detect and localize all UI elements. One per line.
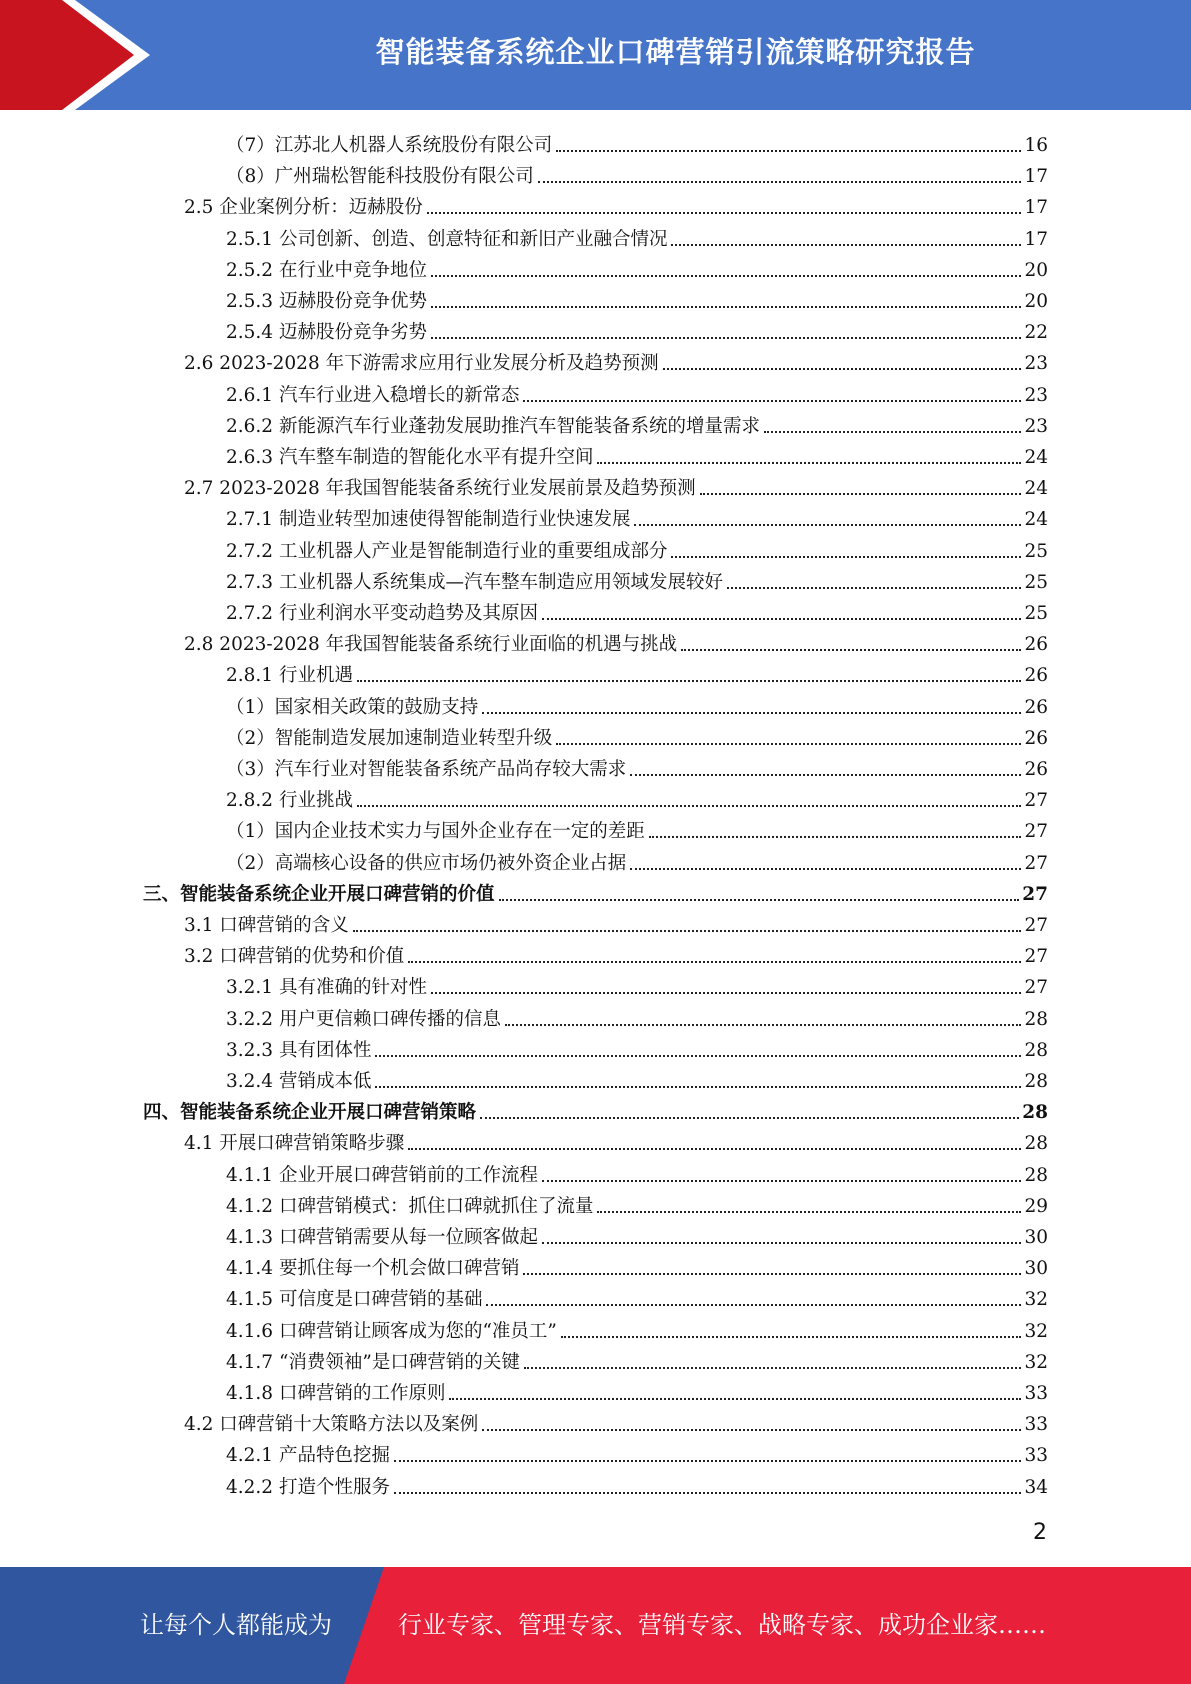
toc-entry[interactable] [226,1281,1048,1312]
toc-entry[interactable] [184,1125,1048,1156]
toc-entry-page: 28 [1022,1102,1048,1123]
toc-entry-page: 30 [1024,1258,1048,1279]
toc-leader-dots [408,1148,1021,1150]
toc-entry[interactable] [226,751,1048,782]
toc-entry-label: 2.6.3 汽车整车制造的智能化水平有提升空间 [226,447,594,468]
toc-entry-label: 2.7.2 工业机器人产业是智能制造行业的重要组成部分 [226,541,668,562]
toc-entry-page: 32 [1024,1321,1048,1342]
toc-entry[interactable] [226,1001,1048,1032]
toc-entry-page: 20 [1024,260,1048,281]
footer-roles: 行业专家、管理专家、营销专家、战略专家、成功企业家…… [398,1611,1046,1639]
footer-slogan: 让每个人都能成为 [140,1611,332,1639]
toc-leader-dots [486,1304,1021,1306]
toc-leader-dots [671,244,1021,246]
toc-entry-label: 2.8.1 行业机遇 [226,665,353,686]
toc-entry-page: 28 [1024,1009,1048,1030]
toc-entry[interactable] [226,720,1048,751]
toc-entry-label: 4.2.1 产品特色挖掘 [226,1445,390,1466]
toc-leader-dots [542,618,1021,620]
toc-leader-dots [630,868,1021,870]
toc-leader-dots [561,1336,1022,1338]
toc-leader-dots [394,1492,1021,1494]
toc-entry-label: 2.7 2023-2028 年我国智能装备系统行业发展前景及趋势预测 [184,478,696,499]
toc-entry-label: 四、智能装备系统企业开展口碑营销策略 [143,1102,477,1123]
toc-leader-dots [375,1055,1021,1057]
toc-entry-page: 27 [1024,853,1048,874]
toc-entry-label: 4.1 开展口碑营销策略步骤 [184,1133,405,1154]
toc-entry[interactable] [226,1313,1048,1344]
toc-entry[interactable] [226,501,1048,532]
toc-entry[interactable] [226,283,1048,314]
toc-leader-dots [357,805,1022,807]
toc-entry[interactable] [226,1437,1048,1468]
page-header [0,0,1191,110]
toc-entry[interactable] [143,1094,1048,1125]
toc-entry-page: 33 [1024,1445,1048,1466]
toc-entry[interactable] [226,158,1048,189]
toc-leader-dots [556,743,1021,745]
toc-leader-dots [482,712,1021,714]
toc-leader-dots [630,774,1021,776]
toc-leader-dots [764,431,1021,433]
toc-leader-dots [499,899,1020,901]
toc-entry-label: 2.6 2023-2028 年下游需求应用行业发展分析及趋势预测 [184,353,659,374]
toc-entry[interactable] [226,969,1048,1000]
toc-leader-dots [375,1086,1021,1088]
toc-leader-dots [542,1180,1021,1182]
toc-entry[interactable] [226,252,1048,283]
toc-entry-page: 27 [1024,790,1048,811]
toc-entry-page: 26 [1024,634,1048,655]
toc-entry-page: 16 [1024,135,1048,156]
toc-entry-label: （3）汽车行业对智能装备系统产品尚存较大需求 [226,759,627,780]
toc-entry-label: 4.1.8 口碑营销的工作原则 [226,1383,446,1404]
toc-leader-dots [524,1367,1022,1369]
toc-entry-label: 4.1.5 可信度是口碑营销的基础 [226,1289,483,1310]
toc-entry-page: 23 [1024,353,1048,374]
toc-entry-label: 三、智能装备系统企业开展口碑营销的价值 [143,884,495,905]
toc-leader-dots [353,930,1022,932]
toc-entry-page: 20 [1024,291,1048,312]
toc-leader-dots [431,275,1021,277]
toc-entry-page: 17 [1024,166,1048,187]
toc-entry[interactable] [226,1032,1048,1063]
toc-leader-dots [480,1117,1019,1119]
toc-entry[interactable] [184,938,1048,969]
toc-entry-page: 24 [1024,447,1048,468]
toc-entry-label: 3.1 口碑营销的含义 [184,915,349,936]
toc-entry-page: 26 [1024,759,1048,780]
toc-entry-page: 33 [1024,1383,1048,1404]
toc-leader-dots [523,400,1021,402]
toc-leader-dots [727,587,1021,589]
toc-leader-dots [597,1211,1021,1213]
toc-entry[interactable] [226,533,1048,564]
toc-entry[interactable] [184,907,1048,938]
toc-entry-label: 2.5.1 公司创新、创造、创意特征和新旧产业融合情况 [226,229,668,250]
toc-entry[interactable] [184,1406,1048,1437]
toc-entry-label: 2.7.1 制造业转型加速使得智能制造行业快速发展 [226,509,631,530]
toc-entry-page: 26 [1024,665,1048,686]
toc-leader-dots [357,680,1022,682]
toc-entry[interactable] [226,845,1048,876]
report-title: 智能装备系统企业口碑营销引流策略研究报告 [375,34,976,69]
toc-entry-label: 2.5.3 迈赫股份竞争优势 [226,291,427,312]
toc-entry-page: 32 [1024,1352,1048,1373]
toc-entry-page: 34 [1024,1477,1048,1498]
toc-entry-label: 4.2 口碑营销十大策略方法以及案例 [184,1414,479,1435]
toc-entry-page: 23 [1024,416,1048,437]
toc-entry-label: （2）智能制造发展加速制造业转型升级 [226,728,553,749]
toc-entry-label: 4.1.3 口碑营销需要从每一位顾客做起 [226,1227,538,1248]
toc-entry[interactable] [226,1375,1048,1406]
toc-entry-label: 3.2.4 营销成本低 [226,1071,372,1092]
toc-leader-dots [597,462,1021,464]
toc-entry-page: 24 [1024,478,1048,499]
toc-entry-page: 32 [1024,1289,1048,1310]
toc-entry-page: 27 [1024,977,1048,998]
toc-leader-dots [663,368,1022,370]
toc-entry-label: 3.2.2 用户更信赖口碑传播的信息 [226,1009,501,1030]
toc-entry[interactable] [184,626,1048,657]
toc-entry-label: 3.2 口碑营销的优势和价值 [184,946,405,967]
toc-leader-dots [634,524,1021,526]
toc-entry[interactable] [226,1250,1048,1281]
toc-entry-label: 2.8.2 行业挑战 [226,790,353,811]
toc-entry-page: 25 [1024,603,1048,624]
toc-entry[interactable] [226,1188,1048,1219]
toc-leader-dots [671,556,1021,558]
toc-entry-label: 2.8 2023-2028 年我国智能装备系统行业面临的机遇与挑战 [184,634,678,655]
toc-leader-dots [482,1429,1021,1431]
toc-leader-dots [427,212,1022,214]
toc-entry-page: 28 [1024,1040,1048,1061]
toc-entry-page: 22 [1024,322,1048,343]
toc-leader-dots [505,1024,1021,1026]
toc-entry-label: （8）广州瑞松智能科技股份有限公司 [226,166,534,187]
toc-leader-dots [649,836,1022,838]
toc-leader-dots [700,493,1022,495]
toc-entry[interactable] [184,189,1048,220]
page-number: 2 [1033,1520,1047,1545]
toc-entry-page: 25 [1024,541,1048,562]
toc-entry-label: 2.6.2 新能源汽车行业蓬勃发展助推汽车智能装备系统的增量需求 [226,416,760,437]
toc-entry[interactable] [226,1344,1048,1375]
toc-entry[interactable] [226,657,1048,688]
toc-entry-page: 27 [1024,821,1048,842]
toc-entry-label: 4.1.7 “消费领袖”是口碑营销的关键 [226,1352,520,1373]
toc-entry[interactable] [226,439,1048,470]
toc-entry-label: 4.2.2 打造个性服务 [226,1477,390,1498]
toc-leader-dots [431,337,1021,339]
toc-entry-page: 25 [1024,572,1048,593]
toc-entry-label: 4.1.4 要抓住每一个机会做口碑营销 [226,1258,520,1279]
page-footer [0,1567,1191,1684]
toc-entry[interactable] [226,1063,1048,1094]
toc-leader-dots [542,1242,1021,1244]
toc-entry[interactable] [226,1157,1048,1188]
toc-entry-page: 17 [1024,197,1048,218]
toc-entry-label: 2.5.2 在行业中竞争地位 [226,260,427,281]
toc-leader-dots [431,992,1021,994]
toc-entry-label: 4.1.2 口碑营销模式：抓住口碑就抓住了流量 [226,1196,594,1217]
toc-leader-dots [523,1273,1021,1275]
toc-entry[interactable] [226,1219,1048,1250]
toc-entry-page: 30 [1024,1227,1048,1248]
toc-entry-label: （2）高端核心设备的供应市场仍被外资企业占据 [226,853,627,874]
toc-entry-label: 3.2.3 具有团体性 [226,1040,372,1061]
toc-entry-page: 17 [1024,229,1048,250]
toc-entry-page: 26 [1024,697,1048,718]
toc-entry-page: 23 [1024,385,1048,406]
toc-entry-label: 4.1.6 口碑营销让顾客成为您的“准员工” [226,1321,557,1342]
toc-entry[interactable] [226,127,1048,158]
toc-entry[interactable] [226,377,1048,408]
toc-entry-page: 27 [1024,915,1048,936]
toc-entry-label: 2.6.1 汽车行业进入稳增长的新常态 [226,385,520,406]
toc-leader-dots [449,1398,1021,1400]
toc-entry-label: 2.7.3 工业机器人系统集成—汽车整车制造应用领域发展较好 [226,572,723,593]
toc-entry-page: 27 [1022,884,1048,905]
toc-entry-page: 28 [1024,1165,1048,1186]
toc-entry[interactable] [226,408,1048,439]
toc-entry[interactable] [226,813,1048,844]
toc-entry-page: 28 [1024,1133,1048,1154]
toc-leader-dots [408,961,1021,963]
toc-entry-label: 2.7.2 行业利润水平变动趋势及其原因 [226,603,538,624]
toc-entry-label: 2.5.4 迈赫股份竞争劣势 [226,322,427,343]
toc-entry-label: （7）江苏北人机器人系统股份有限公司 [226,135,553,156]
toc-entry[interactable] [143,876,1048,907]
toc-entry-page: 33 [1024,1414,1048,1435]
toc-entry-label: （1）国内企业技术实力与国外企业存在一定的差距 [226,821,645,842]
toc-entry-label: 2.5 企业案例分析：迈赫股份 [184,197,423,218]
toc-leader-dots [681,649,1021,651]
toc-entry-page: 26 [1024,728,1048,749]
toc-entry[interactable] [226,782,1048,813]
header-chevron-decoration [0,0,160,110]
toc-entry-page: 27 [1024,946,1048,967]
toc-entry[interactable] [184,345,1048,376]
toc-entry-page: 29 [1024,1196,1048,1217]
toc-entry-label: （1）国家相关政策的鼓励支持 [226,697,479,718]
toc-leader-dots [538,181,1022,183]
toc-entry[interactable] [226,314,1048,345]
toc-entry-label: 4.1.1 企业开展口碑营销前的工作流程 [226,1165,538,1186]
toc-entry[interactable] [226,595,1048,626]
toc-entry-page: 28 [1024,1071,1048,1092]
toc-entry[interactable] [226,564,1048,595]
toc-leader-dots [556,150,1021,152]
toc-entry[interactable] [184,470,1048,501]
toc-entry[interactable] [226,689,1048,720]
toc-leader-dots [394,1460,1021,1462]
toc-leader-dots [431,306,1021,308]
toc-entry-page: 24 [1024,509,1048,530]
toc-entry[interactable] [226,221,1048,252]
toc-entry[interactable] [226,1469,1048,1500]
toc-entry-label: 3.2.1 具有准确的针对性 [226,977,427,998]
